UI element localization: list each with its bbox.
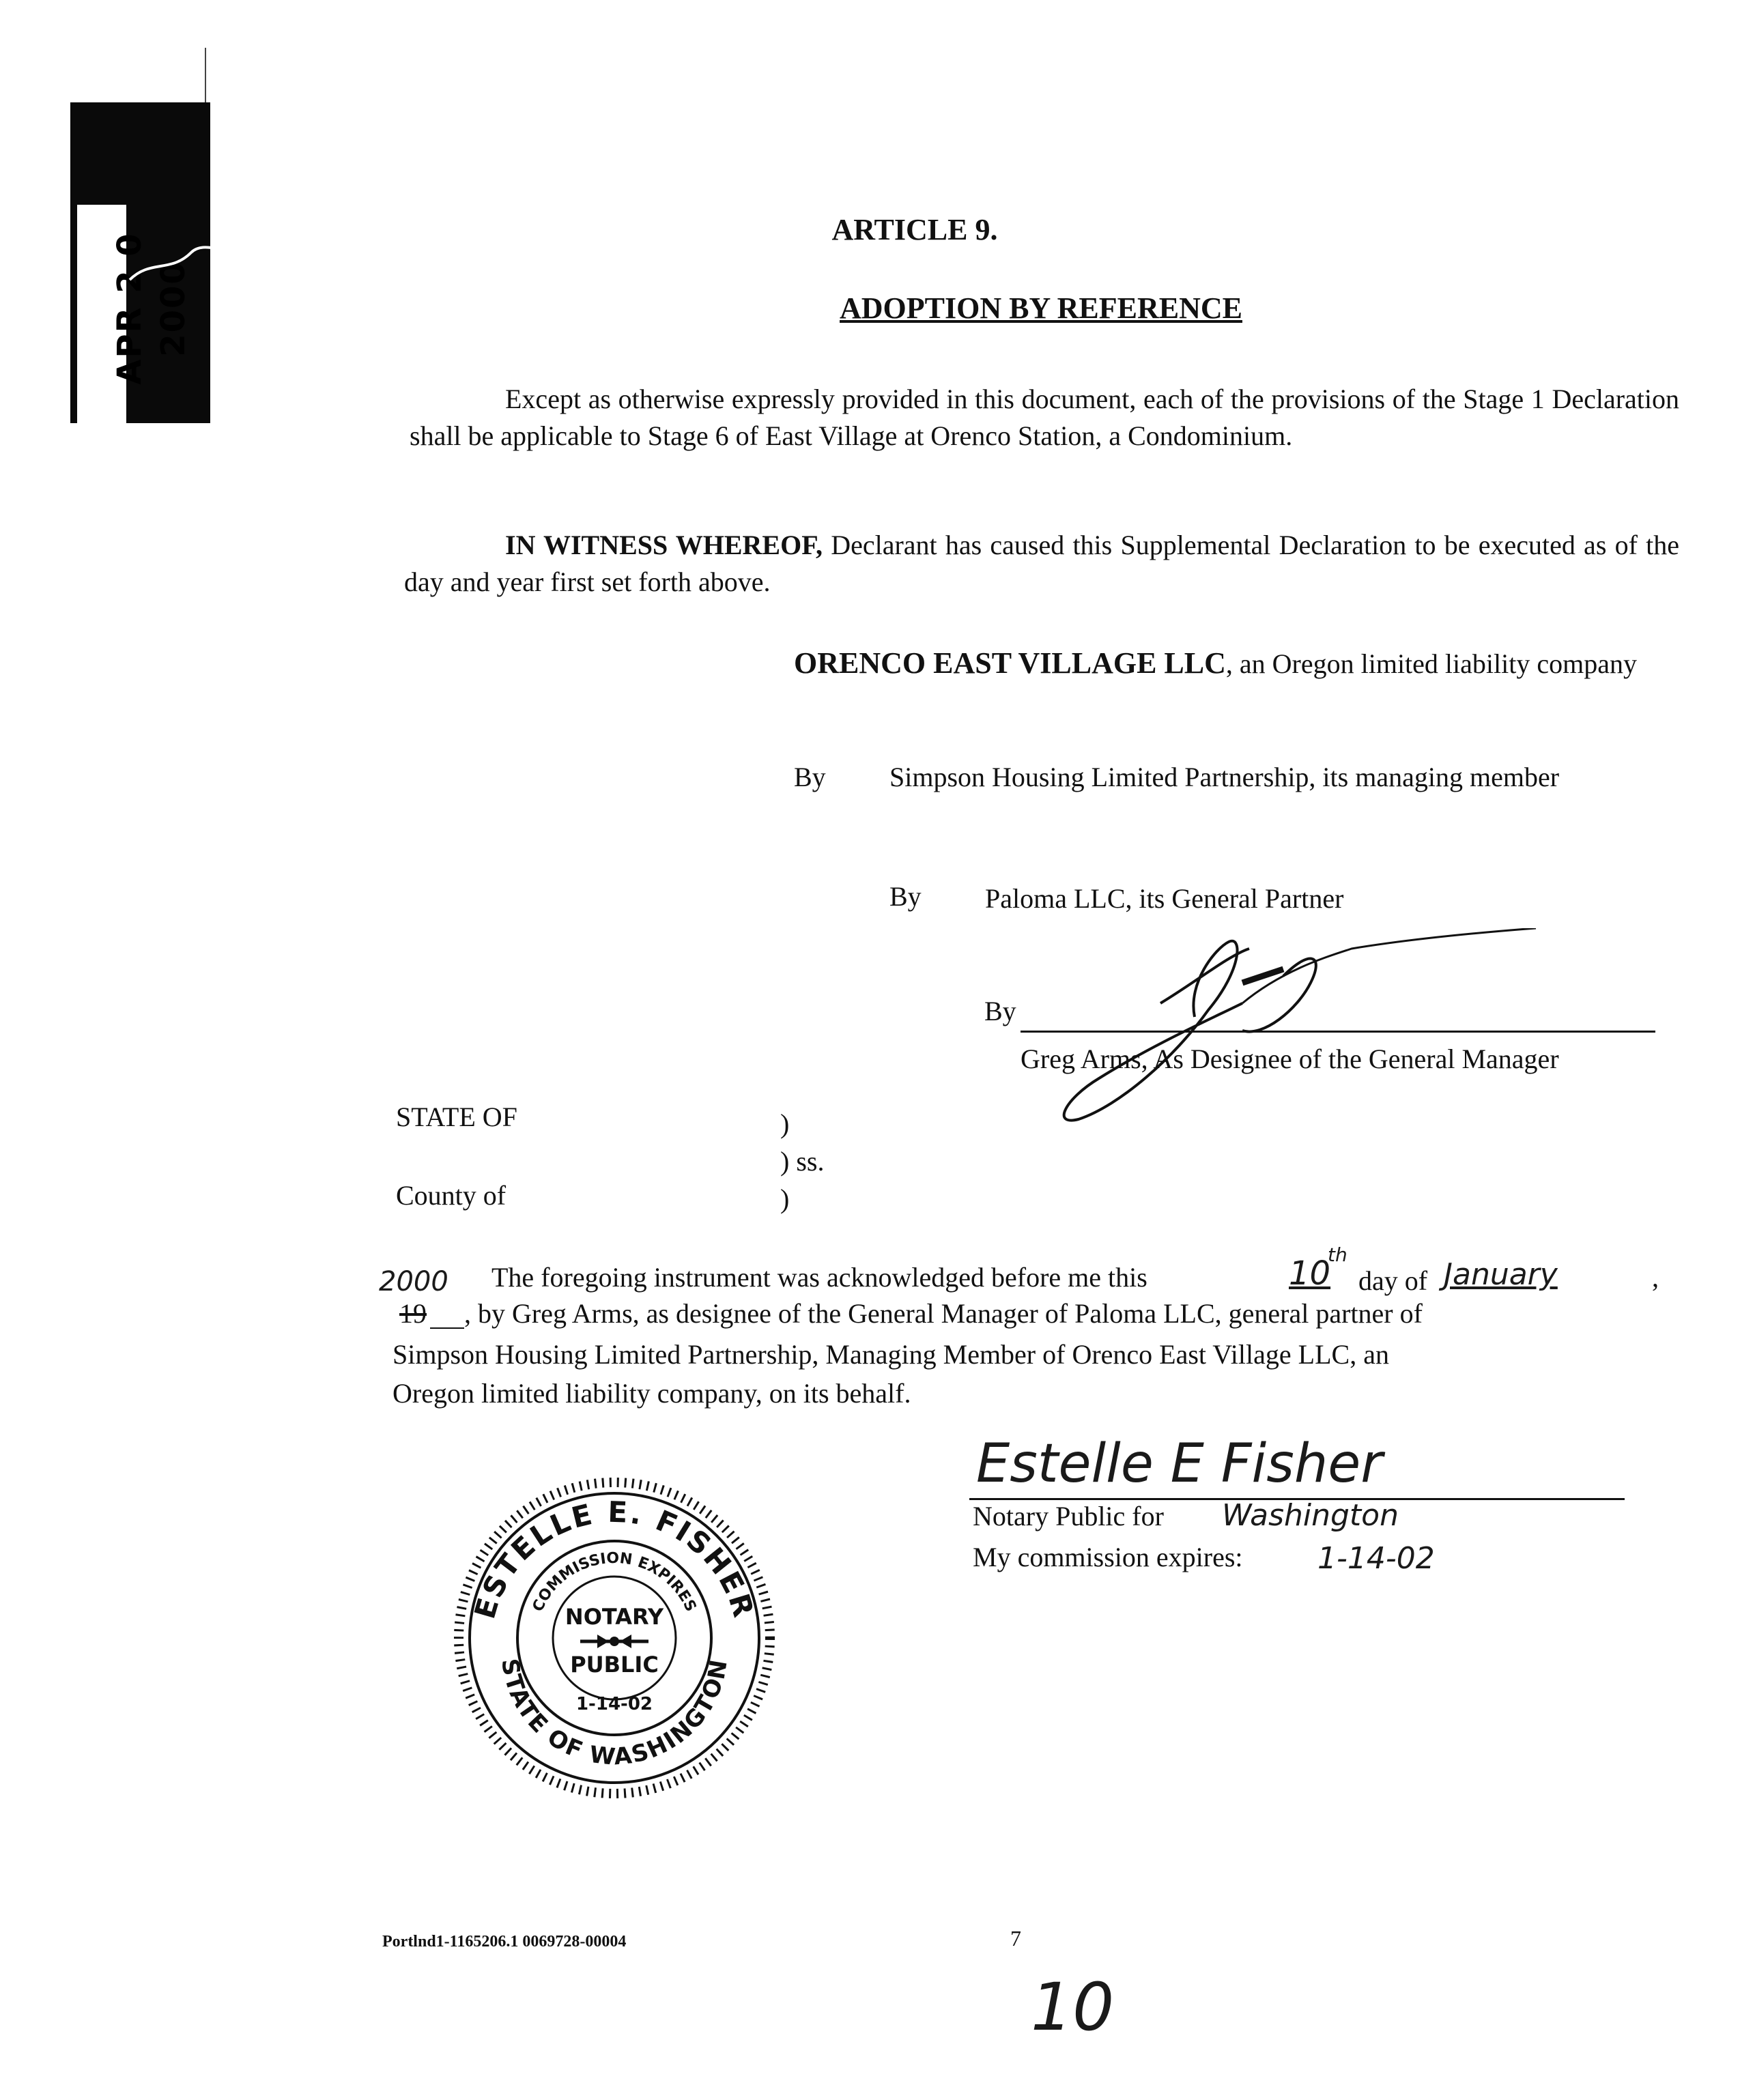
by-text-2: Paloma LLC, its General Partner xyxy=(985,883,1344,914)
ack-line-4: Oregon limited liability company, on its behalf. xyxy=(393,1378,911,1409)
handwritten-day: 10 xyxy=(1289,1254,1331,1293)
handwritten-page-number: 10 xyxy=(1031,1969,1115,2045)
notary-signature: Estelle E Fisher xyxy=(976,1433,1383,1495)
state-of-label: STATE OF xyxy=(396,1102,517,1132)
handwritten-month: January xyxy=(1444,1257,1558,1292)
signer-name-title: Greg Arms, As Designee of the General Manager xyxy=(1021,1044,1559,1074)
handwritten-year: 2000 xyxy=(379,1266,448,1297)
seal-notary: NOTARY xyxy=(565,1604,664,1630)
printed-year-prefix: 19 xyxy=(399,1298,427,1329)
commission-expires-label: My commission expires: xyxy=(973,1542,1243,1572)
handwritten-day-suffix: th xyxy=(1328,1243,1347,1266)
county-of-label: County of xyxy=(396,1180,507,1211)
seal-arrow-icon xyxy=(580,1635,648,1648)
notary-state-handwritten: Washington xyxy=(1222,1498,1399,1533)
seal-name: ESTELLE E. FISHER xyxy=(468,1495,761,1623)
year-blank-line xyxy=(430,1327,464,1329)
document-id: Portlnd1-1165206.1 0069728-00004 xyxy=(382,1933,627,1951)
adoption-paragraph: Except as otherwise expressly provided in this document, each of the provisions of the Stage 1 Declaration shall be applicable to Stage 6 of East Village at Orenco Station, a Condominium. xyxy=(410,384,1679,451)
notary-seal xyxy=(451,1474,778,1802)
company-block xyxy=(794,645,1674,682)
venue-paren-ss: ) ss. xyxy=(780,1146,825,1177)
by-label-2: By xyxy=(889,881,922,912)
seal-public: PUBLIC xyxy=(570,1652,659,1678)
venue-paren-1: ) xyxy=(780,1108,790,1139)
company-rest: , an Oregon limited liability company xyxy=(1225,648,1637,679)
article-title: ADOPTION BY REFERENCE xyxy=(840,291,1242,325)
ack-line-3: Simpson Housing Limited Partnership, Managing Member of Orenco East Village LLC, an xyxy=(393,1339,1389,1370)
page-number: 7 xyxy=(1010,1926,1021,1951)
by-label-3: By xyxy=(984,996,1016,1026)
ack-line-2: , by Greg Arms, as designee of the General Manager of Paloma LLC, general partner of xyxy=(464,1298,1423,1329)
stamp-string xyxy=(123,239,218,293)
venue-paren-3: ) xyxy=(780,1183,790,1214)
notary-public-for-label: Notary Public for xyxy=(973,1501,1164,1531)
witness-paragraph xyxy=(404,527,1679,601)
witness-rest: Declarant has caused this Supplemental Declaration to be executed as of the day and year first set forth above. xyxy=(404,530,1680,597)
ack-line-1: The foregoing instrument was acknowledged before me this xyxy=(491,1262,1147,1293)
commission-expires-handwritten: 1-14-02 xyxy=(1317,1541,1435,1576)
company-name: ORENCO EAST VILLAGE LLC xyxy=(794,646,1226,680)
article-number: ARTICLE 9. xyxy=(831,213,998,246)
by-text-1: Simpson Housing Limited Partnership, its managing member xyxy=(889,762,1560,792)
day-of-text: day of xyxy=(1358,1265,1428,1296)
witness-lead: IN WITNESS WHEREOF, xyxy=(505,530,823,560)
seal-commission: COMMISSION EXPIRES xyxy=(529,1549,700,1615)
margin-line xyxy=(205,48,206,109)
month-comma: , xyxy=(1652,1262,1659,1293)
received-date-stamp: APR 2 0 2000 xyxy=(111,232,192,385)
seal-state: STATE OF WASHINGTON xyxy=(496,1656,734,1771)
by-label-1: By xyxy=(794,762,826,792)
signer-signature xyxy=(1038,928,1584,1133)
seal-date: 1-14-02 xyxy=(575,1694,653,1714)
